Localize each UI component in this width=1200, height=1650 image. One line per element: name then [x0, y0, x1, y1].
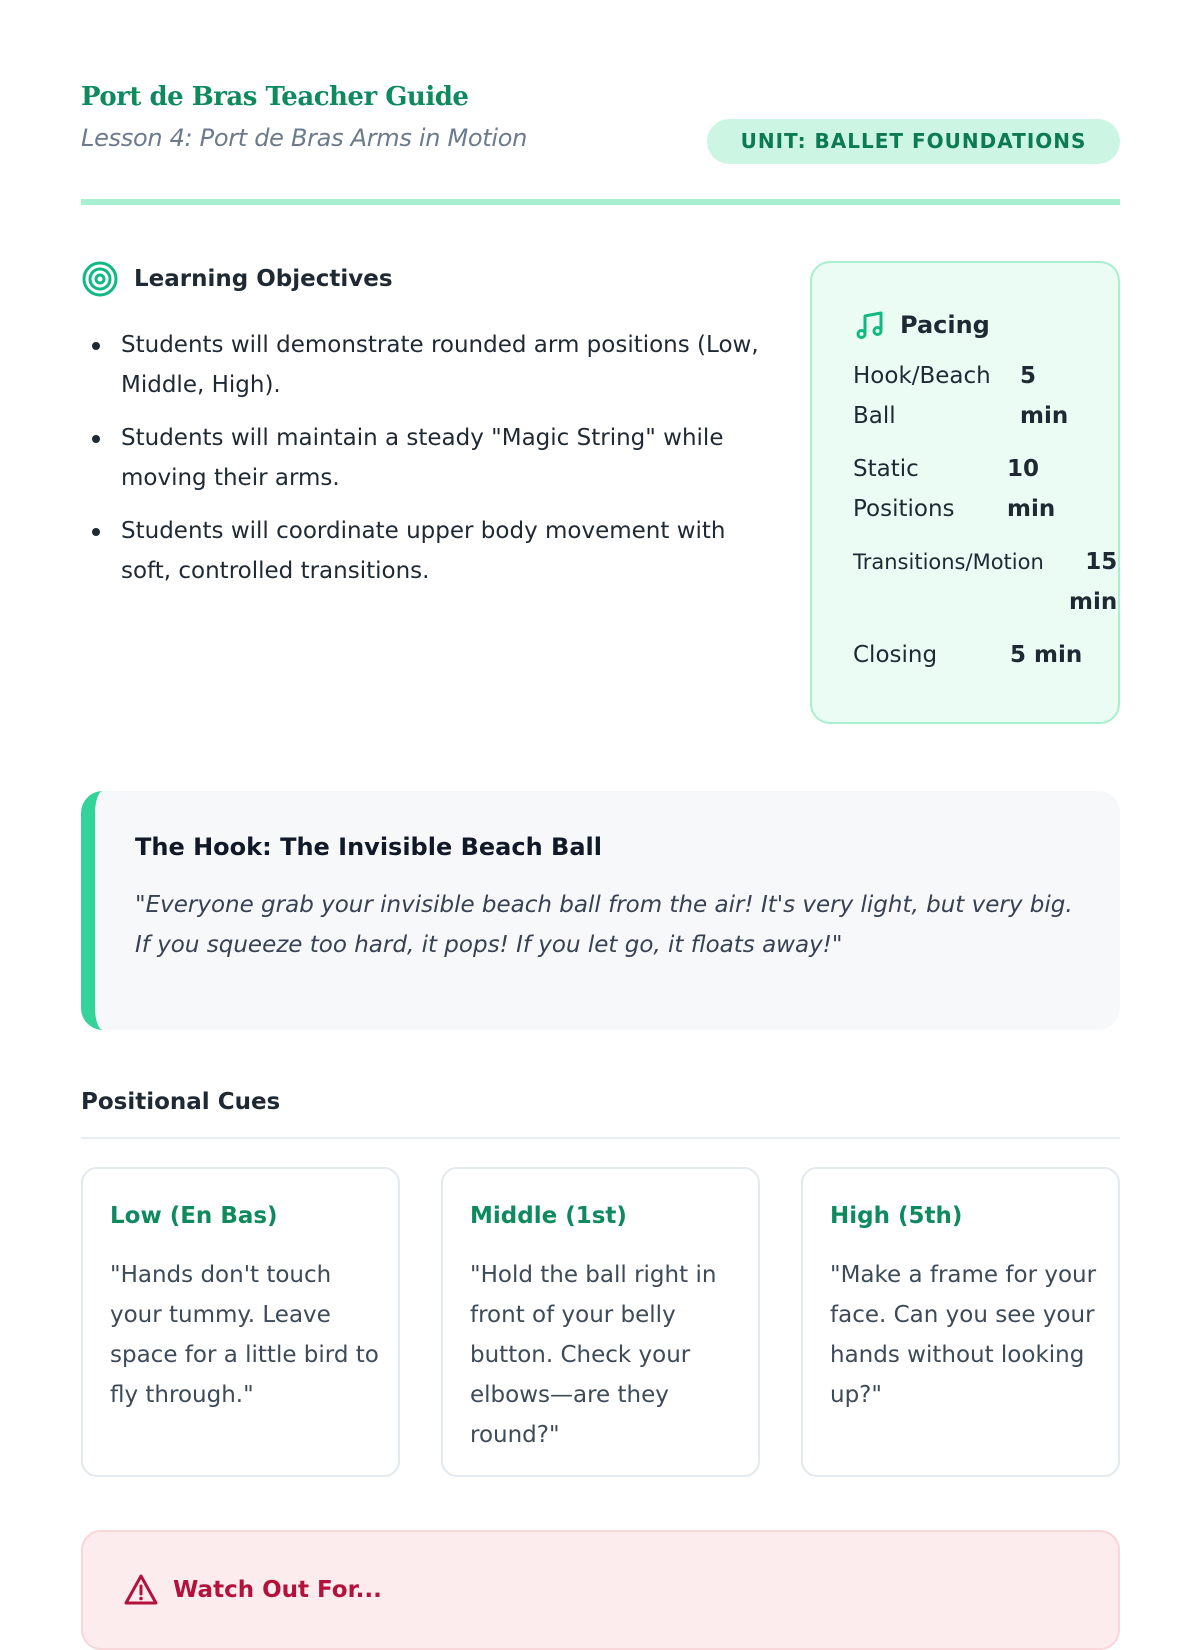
hook-title: The Hook: The Invisible Beach Ball: [135, 833, 602, 861]
cue-name: High (5th): [830, 1203, 963, 1229]
objectives-title: Learning Objectives: [134, 266, 393, 292]
pacing-label: Static Positions: [853, 456, 955, 522]
pacing-label: Hook/Beach Ball: [853, 363, 991, 429]
pacing-label: Closing: [853, 642, 938, 668]
positional-cues-title: Positional Cues: [81, 1089, 281, 1115]
pacing-value: 15 min: [1069, 549, 1118, 615]
cue-text: "Hands don't touch your tummy. Leave space for a little bird to fly through.": [110, 1262, 379, 1408]
pacing-value: 5 min: [1010, 642, 1083, 668]
cue-text: "Hold the ball right in front of your belly button. Check your elbows—are they round?": [470, 1262, 717, 1448]
pacing-value: 10 min: [1007, 456, 1056, 522]
hook-callout: [81, 791, 1120, 1030]
warning-triangle-icon: [123, 1572, 159, 1608]
hook-quote: "Everyone grab your invisible beach ball from the air! It's very light, but very big. If you squeeze too hard, it pops! If you let go, it floats away!": [135, 892, 1073, 958]
header-divider: [81, 199, 1120, 205]
unit-badge: UNIT: BALLET FOUNDATIONS: [707, 119, 1120, 164]
page-title: Port de Bras Teacher Guide: [81, 82, 469, 112]
objectives-header: [81, 260, 393, 298]
objective-item: Students will maintain a steady "Magic String" while moving their arms.: [81, 418, 761, 498]
objectives-list: [81, 325, 761, 604]
cue-text: "Make a frame for your face. Can you see your hands without looking up?": [830, 1262, 1097, 1408]
music-note-icon: [854, 309, 886, 341]
objective-item: Students will demonstrate rounded arm positions (Low, Middle, High).: [81, 325, 761, 405]
cue-name: Low (En Bas): [110, 1203, 278, 1229]
lesson-subtitle: Lesson 4: Port de Bras Arms in Motion: [81, 124, 528, 152]
pacing-value: 5 min: [1020, 363, 1069, 429]
watch-out-title: Watch Out For...: [173, 1577, 382, 1603]
positional-cues-divider: [81, 1137, 1120, 1139]
target-icon: [81, 260, 119, 298]
pacing-card: [810, 261, 1120, 724]
pacing-label: Transitions/Motion: [853, 550, 1044, 574]
cue-card-high: [801, 1167, 1120, 1477]
pacing-title: Pacing: [900, 311, 990, 339]
objective-item: Students will coordinate upper body movement with soft, controlled transitions.: [81, 511, 761, 591]
watch-out-callout: [81, 1530, 1120, 1650]
cue-name: Middle (1st): [470, 1203, 627, 1229]
cue-card-middle: [441, 1167, 760, 1477]
pacing-header: [854, 309, 990, 341]
cue-card-low: [81, 1167, 400, 1477]
watch-out-header: [123, 1572, 382, 1608]
